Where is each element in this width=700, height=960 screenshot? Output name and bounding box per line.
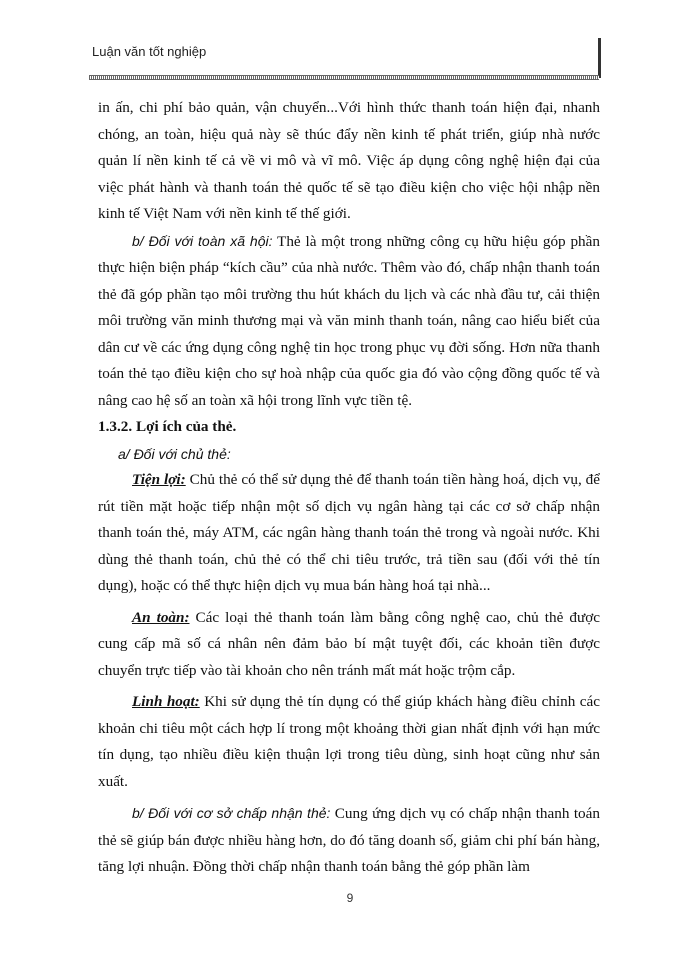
paragraph-society [98,228,600,415]
subsection-label-society: b/ Đối với toàn xã hội: [132,232,273,249]
term-convenience: Tiện lợi: [132,471,186,488]
paragraph-convenience [98,467,600,600]
header-rule [89,75,599,80]
subsection-label-cardholder: a/ Đối với chủ thẻ: [118,445,231,462]
term-flexibility: Linh hoạt: [132,693,200,710]
paragraph-merchant [98,800,600,881]
paragraph-flexibility [98,689,600,795]
page-body [98,95,600,881]
paragraph-society-text: Thẻ là một trong những công cụ hữu hiệu góp phần thực hiện biện pháp “kích cầu” của nhà nước. Thêm vào đó, chấp nhận thanh toán thẻ đã góp phần tạo môi trường thu hút khách du lịch và các nhà đầu tư, cải thiện môi trường văn minh thương mại và văn minh thanh toán, nâng cao hiểu biết của dân cư về các ứng dụng công nghệ tin học trong phục vụ đời sống. Hơn nữa thanh toán thẻ tạo điều kiện cho sự hoà nhập của quốc gia đó vào cộng đồng quốc tế và nâng cao hệ số an toàn xã hội trong lĩnh vực tiền tệ. [98,232,600,409]
paragraph-intro: in ấn, chi phí bảo quản, vận chuyển...Với hình thức thanh toán hiện đại, nhanh chóng, an toàn, hiệu quả này sẽ thúc đẩy nền kinh tế phát triển, giúp nhà nước quản lí nền kinh tế cả về vi mô và vĩ mô. Việc áp dụng công nghệ hiện đại của việc phát hành và thanh toán thẻ quốc tế sẽ tạo điều kiện cho việc hội nhập nền kinh tế Việt Nam với nền kinh tế thế giới. [98,99,600,222]
paragraph-safety [98,605,600,685]
paragraph-merchant-text: Cung ứng dịch vụ có chấp nhận thanh toán thẻ sẽ giúp bán được nhiều hàng hơn, do đó tăng doanh số, giảm chi phí bán hàng, tăng lợi nhuận. Đồng thời chấp nhận thanh toán bằng thẻ góp phần làm [98,805,600,875]
subsection-label-merchant: b/ Đối với cơ sở chấp nhận thẻ: [132,805,331,821]
term-safety: An toàn: [132,608,190,626]
header-title: Luận văn tốt nghiệp [92,44,207,59]
page-number: 9 [346,891,354,905]
paragraph-safety-text: Các loại thẻ thanh toán làm bằng công nghệ cao, chủ thẻ được cung cấp mã số cá nhân nên đảm bảo bí mật tuyệt đối, các khoản tiền được chuyển trực tiếp vào tài khoản cho nên tránh mất mát hoặc trộm cắp. [98,608,600,679]
header-vertical-bar [598,38,601,78]
section-heading: 1.3.2. Lợi ích của thẻ. [98,418,237,435]
paragraph-convenience-text: Chủ thẻ có thể sử dụng thẻ để thanh toán tiền hàng hoá, dịch vụ, để rút tiền mặt hoặc tiếp nhận một số dịch vụ ngân hàng tại các cơ sở chấp nhận thanh toán thẻ, máy ATM, các ngân hàng thanh toán thẻ trong và ngoài nước. Khi dùng thẻ thanh toán, chủ thẻ có thể chi tiêu trước, trả tiền sau (đối với thẻ tín dụng), hoặc có thể thực hiện dịch vụ mua bán hàng hoá tại nhà... [98,471,600,594]
paragraph-flexibility-text: Khi sử dụng thẻ tín dụng có thể giúp khách hàng điều chỉnh các khoản chi tiêu một cách hợp lí trong một khoảng thời gian nhất định với hạn mức tín dụng, tạo nhiều điều kiện thuận lợi trong tiêu dùng, sinh hoạt cũng như sản xuất. [98,693,600,790]
